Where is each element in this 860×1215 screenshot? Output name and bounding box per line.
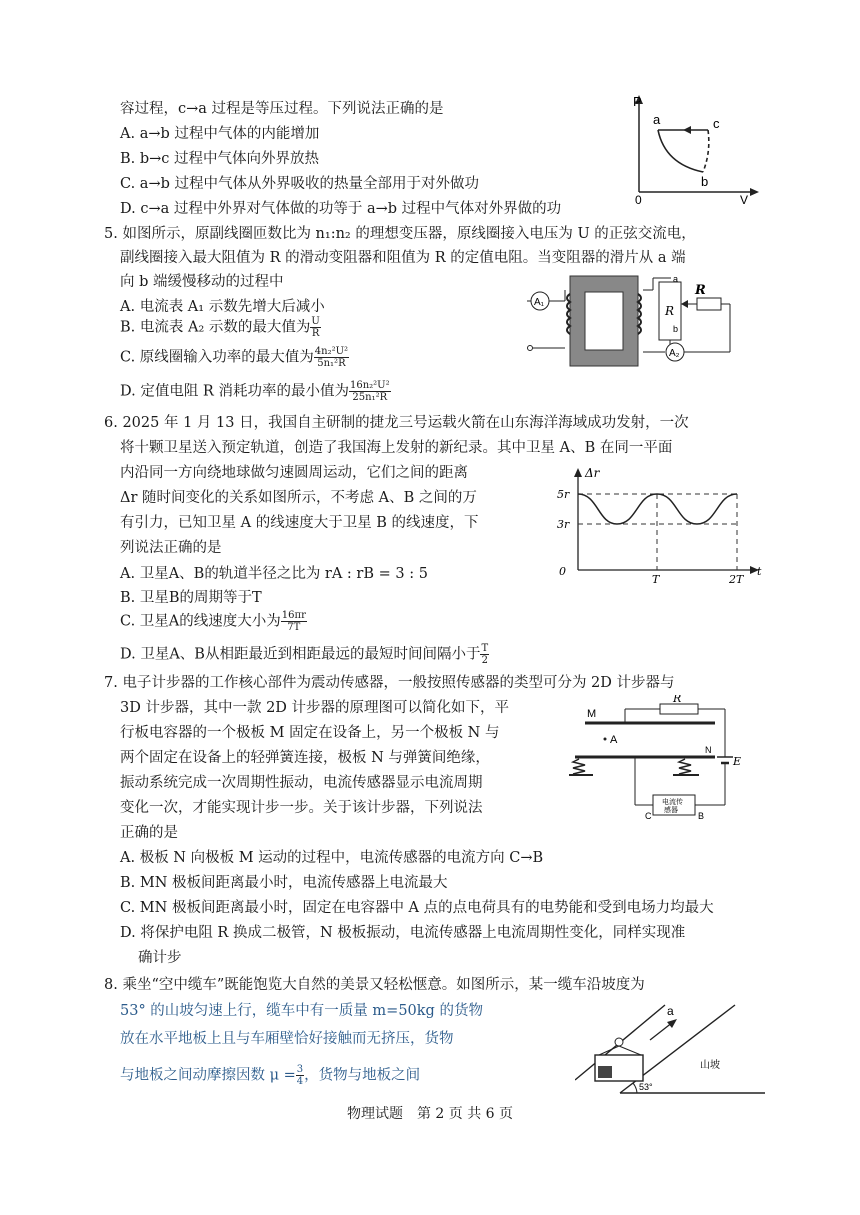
q7-option-a: A. 极板 N 向极板 M 运动的过程中，电流传感器的电流方向 C→B	[120, 850, 544, 866]
q5-option-b: B. 电流表 A₂ 示数的最大值为 $\frac{U}{R}$	[120, 316, 320, 339]
q4-option-b: B. b→c 过程中气体向外界放热	[120, 151, 320, 167]
q8-stem-3: 放在水平地板上且与车厢壁恰好接触而无挤压，货物	[120, 1031, 454, 1047]
point-a-label: A	[610, 734, 618, 746]
ammeter-a2-label: A₂	[669, 348, 680, 359]
fixed-resistor-label: R	[695, 283, 706, 298]
q4-option-d: D. c→a 过程中外界对气体做的功等于 a→b 过程中气体对外界做的功	[120, 201, 562, 217]
pedometer-circuit	[565, 695, 760, 820]
plate-m-label: M	[587, 708, 597, 720]
page-footer: 物理试题 第 2 页 共 6 页	[346, 1106, 514, 1122]
pv-a-label: a	[653, 112, 661, 127]
graph-tick-2t: 2T	[729, 573, 744, 585]
q7-stem-4: 两个固定在设备上的轻弹簧连接，极板 N 与弹簧间绝缘，	[120, 750, 490, 766]
angle-label: 53°	[639, 1082, 653, 1092]
q7-option-d-line2: 确计步	[138, 950, 182, 966]
q6-stem-6: 列说法正确的是	[120, 540, 222, 556]
pv-v-label: V	[740, 193, 749, 204]
delta-r-graph	[553, 465, 768, 585]
q6-stem-1: 6. 2025 年 1 月 13 日，我国自主研制的捷龙三号运载火箭在山东海洋海域成功发射，一次	[104, 415, 689, 431]
battery-e-label: E	[733, 755, 742, 768]
accel-a-label: a	[667, 1004, 674, 1018]
ammeter-a1-label: A₁	[534, 297, 545, 308]
graph-origin: 0	[559, 565, 566, 578]
terminal-c-label: C	[645, 811, 652, 820]
q5-stem-3: 向 b 端缓慢移动的过程中	[120, 274, 284, 290]
pv-origin: 0	[635, 193, 642, 204]
q5-option-a: A. 电流表 A₁ 示数先增大后减小	[120, 299, 325, 315]
q6-option-c: C. 卫星A的线速度大小为 $\frac{16\pi r}{7T}$	[120, 610, 306, 633]
rheostat-b-end: b	[673, 324, 679, 334]
rheostat-a-end: a	[673, 274, 679, 284]
terminal-b-label: B	[698, 811, 705, 820]
pv-diagram	[625, 92, 765, 204]
q7-stem-5: 振动系统完成一次周期性振动，电流传感器显示电流周期	[120, 775, 483, 791]
pv-p-label: P	[633, 94, 642, 109]
q5-stem-1: 5. 如图所示，原副线圈匝数比为 n₁:n₂ 的理想变压器，原线圈接入电压为 U 的正弦交流电，	[104, 226, 696, 242]
sensor-label-1: 电流传	[662, 798, 683, 806]
cable-car-diagram	[575, 995, 775, 1095]
graph-tick-t: T	[652, 573, 660, 585]
q8-stem-2: 53° 的山坡匀速上行，缆车中有一质量 m=50kg 的货物	[120, 1003, 483, 1019]
q7-option-d-line1: D. 将保护电阻 R 换成二极管，N 极板振动，电流传感器上电流周期性变化，同样实现准	[120, 925, 686, 941]
q8-stem-4: 与地板之间动摩擦因数 μ = $\frac{3}{4}$ ，货物与地板之间	[120, 1064, 421, 1087]
q6-stem-3: 内沿同一方向绕地球做匀速圆周运动，它们之间的距离	[120, 465, 468, 481]
q7-option-c: C. MN 极板间距离最小时，固定在电容器中 A 点的点电荷具有的电势能和受到电场力均最大	[120, 900, 714, 916]
plate-n-label: N	[705, 745, 712, 755]
q7-stem-7: 正确的是	[120, 825, 178, 841]
graph-y-label: Δr	[585, 466, 600, 480]
q6-stem-4: Δr 随时间变化的关系如图所示，不考虑 A、B 之间的万	[120, 490, 477, 506]
q6-stem-2: 将十颗卫星送入预定轨道，创造了我国海上发射的新纪录。其中卫星 A、B 在同一平面	[120, 440, 673, 456]
graph-tick-3r: 3r	[557, 518, 570, 531]
q4-option-c: C. a→b 过程中气体从外界吸收的热量全部用于对外做功	[120, 176, 479, 192]
transformer-circuit	[525, 270, 740, 375]
q5-option-d: D. 定值电阻 R 消耗功率的最小值为 $\frac{\text{16n₂²U²}}{\text{25n₁²R}}$	[120, 380, 390, 403]
q7-option-b: B. MN 极板间距离最小时，电流传感器上电流最大	[120, 875, 448, 891]
q8-stem-1: 8. 乘坐“空中缆车”既能饱览大自然的美景又轻松惬意。如图所示，某一缆车沿坡度为	[104, 977, 645, 993]
q4-option-a: A. a→b 过程中气体的内能增加	[120, 126, 320, 142]
q7-stem-2: 3D 计步器，其中一款 2D 计步器的原理图可以简化如下，平	[120, 700, 510, 716]
q5-stem-2: 副线圈接入最大阻值为 R 的滑动变阻器和阻值为 R 的定值电阻。当变阻器的滑片从 a 端	[120, 250, 686, 266]
q6-option-b: B. 卫星B的周期等于T	[120, 590, 262, 606]
pv-b-label: b	[701, 174, 709, 189]
q7-stem-6: 变化一次，才能实现计步一步。关于该计步器，下列说法	[120, 800, 483, 816]
q6-option-d: D. 卫星A、B从相距最近到相距最远的最短时间间隔小于 $\frac{T}{2}$	[120, 643, 489, 666]
q4-stem-tail: 容过程，c→a 过程是等压过程。下列说法正确的是	[120, 101, 444, 117]
graph-tick-5r: 5r	[557, 488, 570, 501]
q7-stem-1: 7. 电子计步器的工作核心部件为震动传感器，一般按照传感器的类型可分为 2D 计步器与	[104, 675, 675, 691]
q6-option-a: A. 卫星A、B的轨道半径之比为 rA : rB = 3 : 5	[120, 566, 428, 582]
slope-label: 山坡	[700, 1060, 720, 1071]
sensor-label-2: 感器	[664, 806, 678, 814]
q6-stem-5: 有引力，已知卫星 A 的线速度大于卫星 B 的线速度，下	[120, 515, 479, 531]
q5-option-c: C. 原线圈输入功率的最大值为 $\frac{\text{4n₂²U²}}{\text{5n₁²R}}$	[120, 346, 349, 369]
pv-c-label: c	[713, 116, 720, 131]
rheostat-label: R	[665, 304, 675, 318]
graph-x-label: t	[757, 565, 762, 578]
q7-stem-3: 行板电容器的一个极板 M 固定在设备上，另一个极板 N 与	[120, 725, 500, 741]
resistor-r-label: R	[673, 695, 682, 705]
